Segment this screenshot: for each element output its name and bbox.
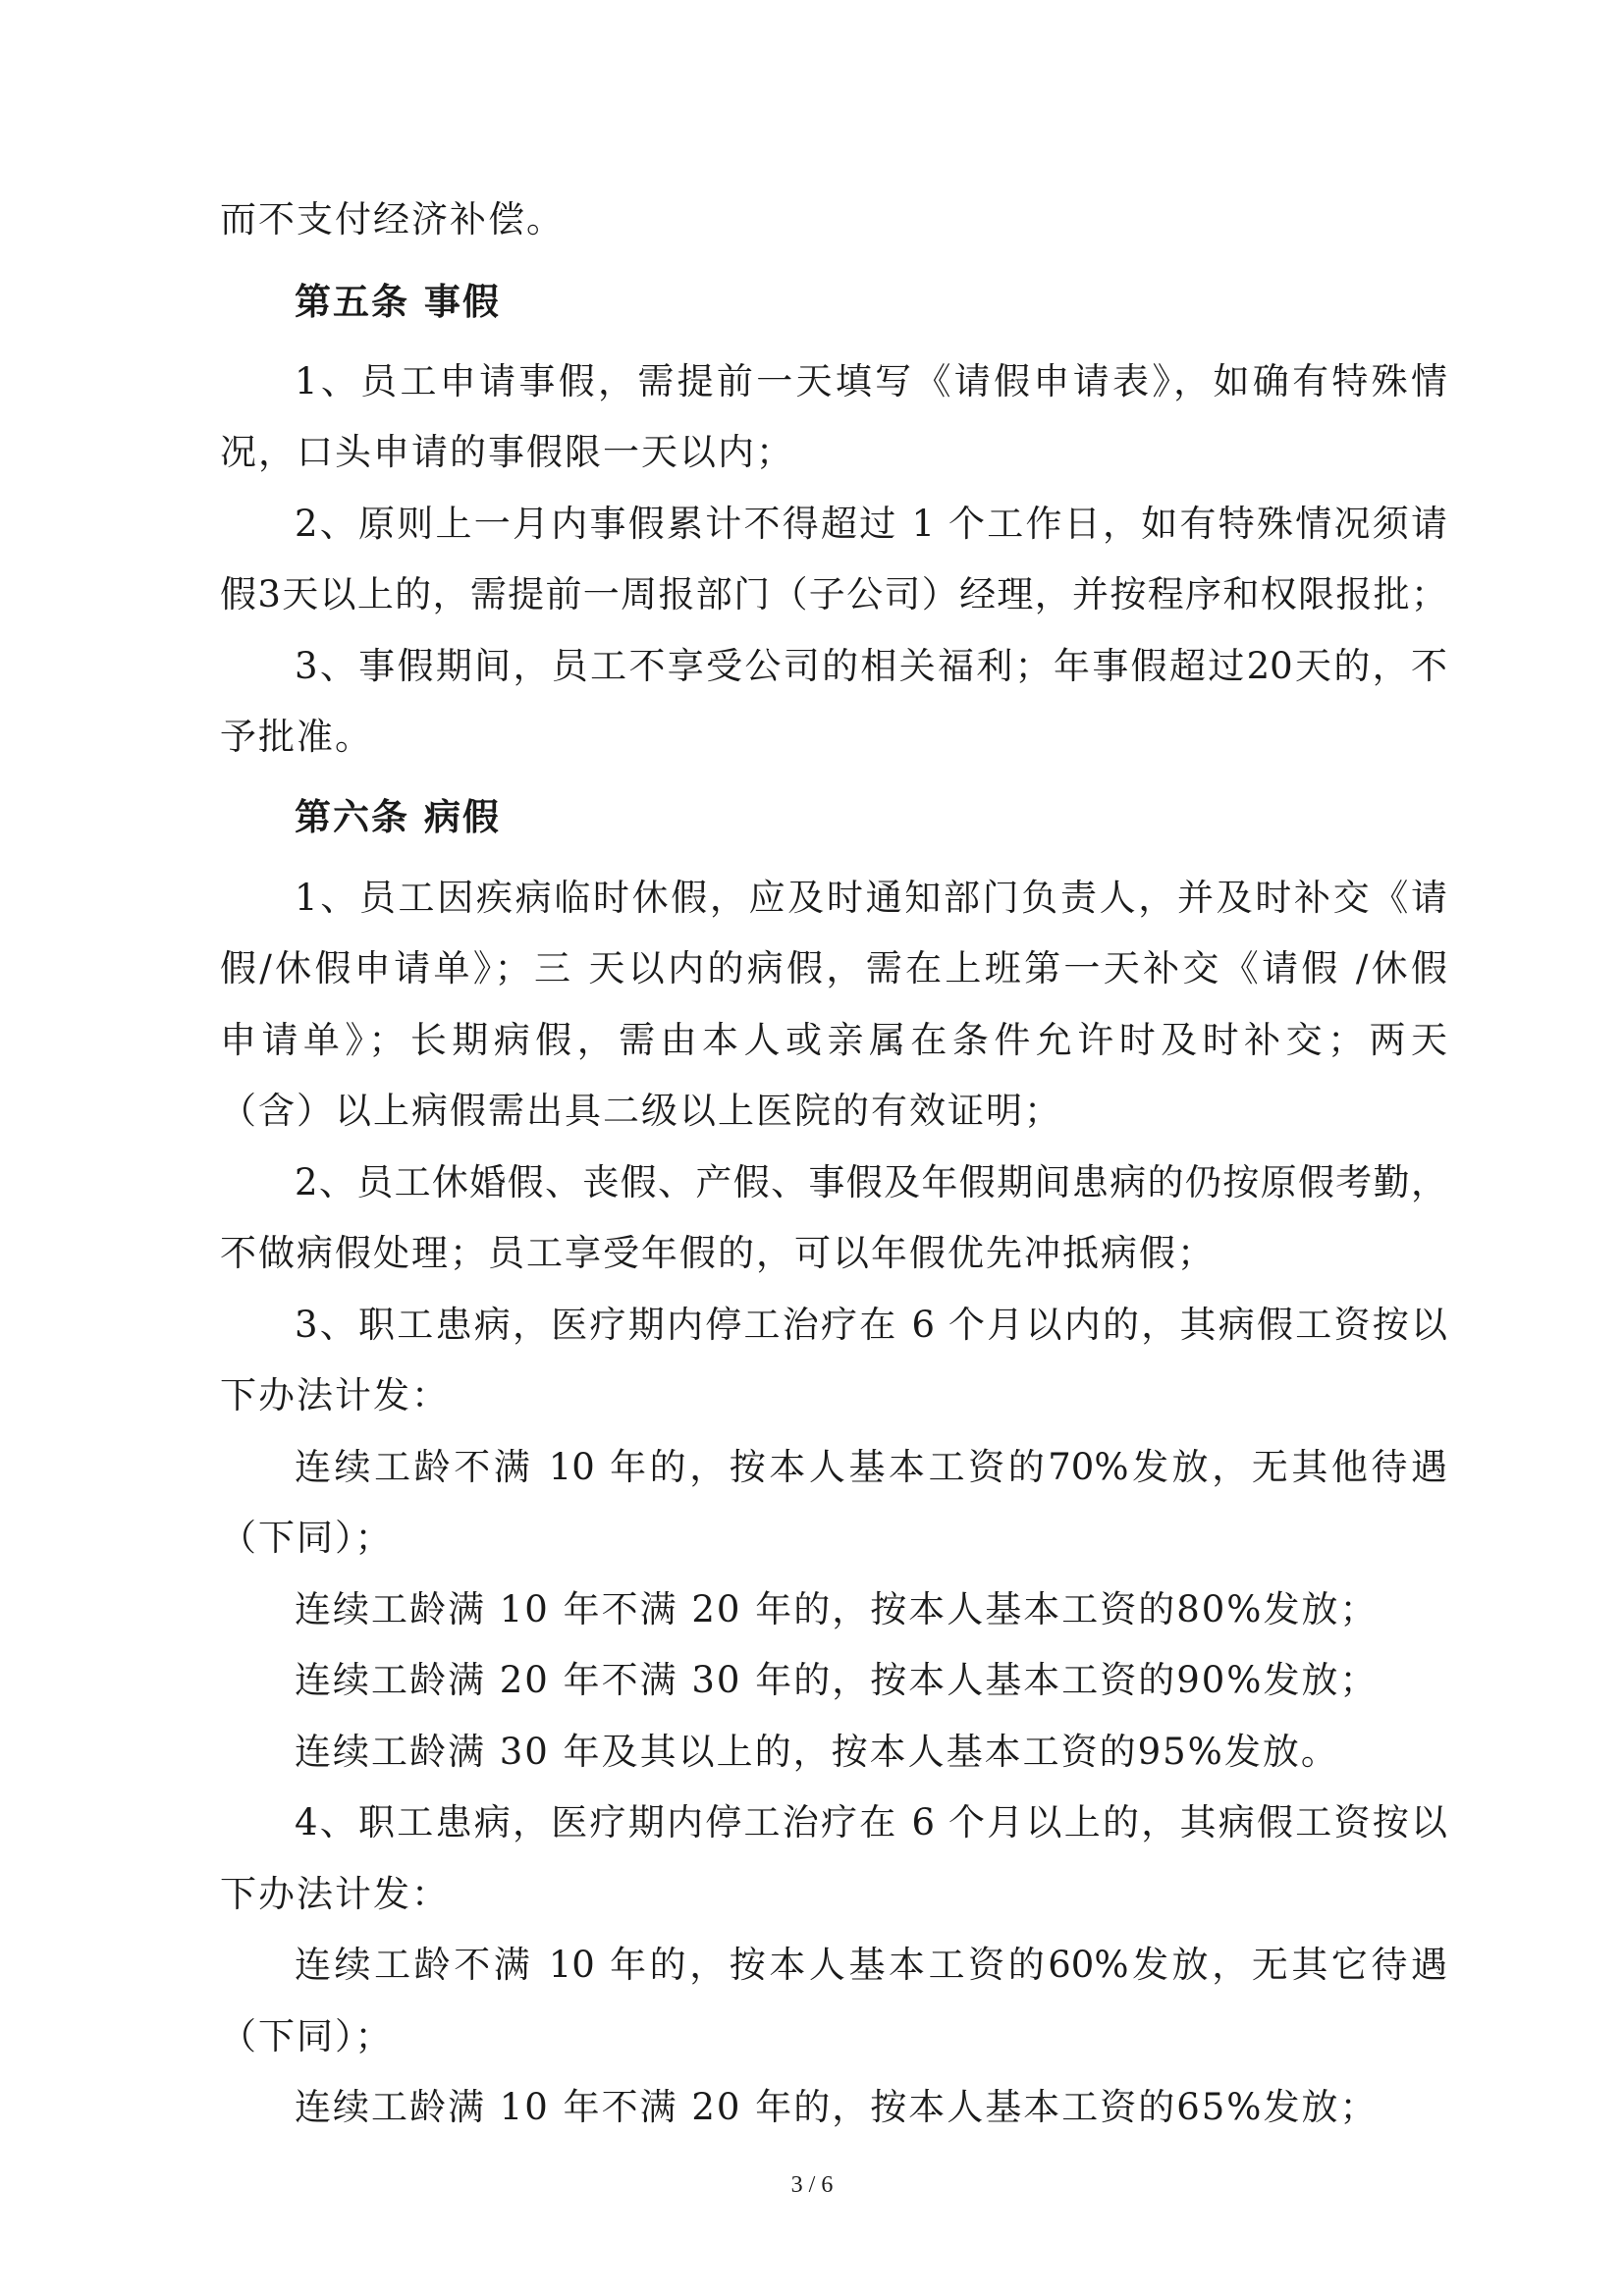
paragraph-line: 连续工龄满 10 年不满 20 年的，按本人基本工资的65%发放； (295, 2086, 1379, 2128)
page-number: 3 / 6 (790, 2172, 834, 2198)
paragraph-line: 下办法计发： (220, 1873, 450, 1915)
paragraph-line: 3、职工患病，医疗期内停工治疗在 6 个月以内的，其病假工资按以 (295, 1304, 1447, 1346)
paragraph-line: 况，口头申请的事假限一天以内； (220, 431, 794, 473)
paragraph-line: （下同）； (220, 1517, 394, 1559)
paragraph-line: 申请单》；长期病假，需由本人或亲属在条件允许时及时补交；两天 (220, 1019, 1447, 1061)
paragraph-line: 予批准。 (220, 716, 373, 758)
paragraph-line: 连续工龄不满 10 年的，按本人基本工资的70%发放，无其他待遇 (295, 1446, 1447, 1488)
paragraph-line: （含）以上病假需出具二级以上医院的有效证明； (220, 1090, 1062, 1132)
paragraph-line: 假3天以上的，需提前一周报部门（子公司）经理，并按程序和权限报批； (220, 573, 1447, 615)
paragraph-line: 假/休假申请单》；三 天以内的病假，需在上班第一天补交《请假 /休假 (220, 947, 1447, 989)
paragraph-line: 连续工龄满 20 年不满 30 年的，按本人基本工资的90%发放； (295, 1659, 1379, 1701)
paragraph-line: 1、员工因疾病临时休假，应及时通知部门负责人，并及时补交《请 (295, 877, 1447, 919)
paragraph-line: 2、员工休婚假、丧假、产假、事假及年假期间患病的仍按原假考勤， (295, 1161, 1447, 1203)
article-5-heading: 第五条 事假 (295, 281, 501, 323)
paragraph-line: 下办法计发： (220, 1374, 450, 1416)
paragraph-line: 1、员工申请事假，需提前一天填写《请假申请表》，如确有特殊情 (295, 360, 1447, 402)
paragraph-line: 4、职工患病，医疗期内停工治疗在 6 个月以上的，其病假工资按以 (295, 1801, 1447, 1843)
paragraph-line: 连续工龄不满 10 年的，按本人基本工资的60%发放，无其它待遇 (295, 1944, 1447, 1986)
paragraph-line: 连续工龄满 10 年不满 20 年的，按本人基本工资的80%发放； (295, 1588, 1379, 1630)
article-6-heading: 第六条 病假 (295, 796, 501, 838)
paragraph-line: （下同）； (220, 2015, 394, 2057)
paragraph-line: 2、原则上一月内事假累计不得超过 1 个工作日，如有特殊情况须请 (295, 503, 1447, 545)
paragraph-line: 3、事假期间，员工不享受公司的相关福利；年事假超过20天的，不 (295, 645, 1447, 687)
paragraph-line: 不做病假处理；员工享受年假的，可以年假优先冲抵病假； (220, 1232, 1216, 1274)
paragraph-line: 连续工龄满 30 年及其以上的，按本人基本工资的95%发放。 (295, 1731, 1339, 1773)
paragraph-line: 而不支付经济补偿。 (220, 198, 565, 240)
